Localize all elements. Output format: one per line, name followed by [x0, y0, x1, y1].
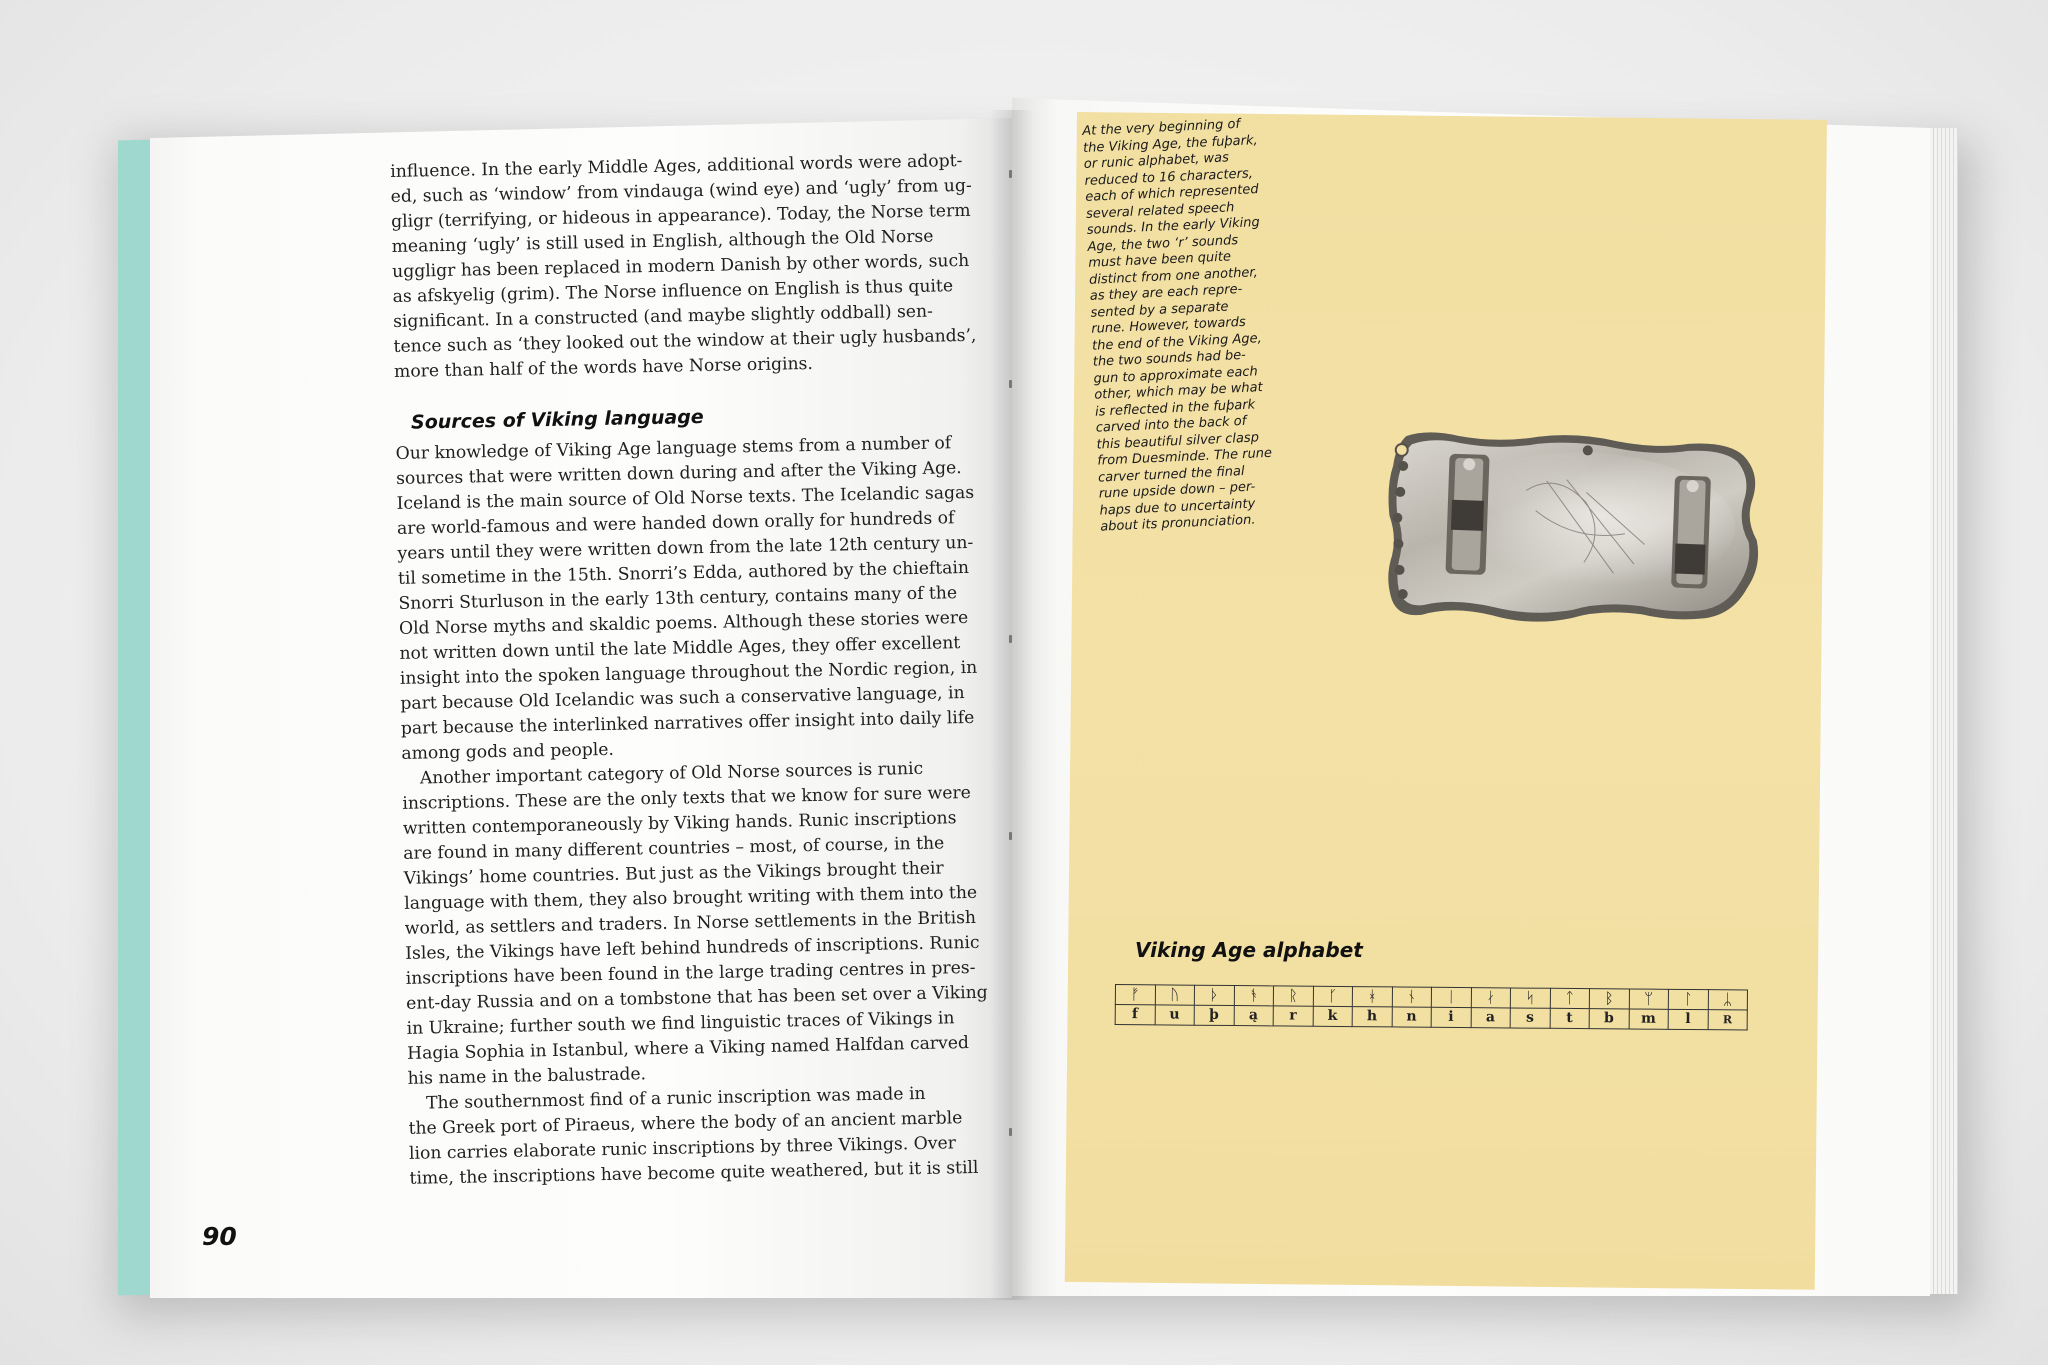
- left-body-text: [390, 150, 988, 1192]
- rune-cell: ᛅ: [1471, 988, 1511, 1008]
- rune-cell: ᚦ: [1194, 985, 1234, 1005]
- text-line: more than half of the words have Norse origins.: [393, 353, 814, 382]
- text-line: as afskyelig (grim). The Norse influence on English is thus quite: [392, 276, 954, 307]
- binding-stitch: [1009, 635, 1012, 643]
- caption-line: carved into the back of: [1095, 413, 1247, 436]
- text-line: Another important category of Old Norse sources is runic: [419, 758, 924, 789]
- binding-stitch: [1009, 170, 1012, 178]
- latin-cell: a: [1471, 1008, 1511, 1028]
- clasp-loop-right: [1671, 475, 1711, 588]
- latin-cell: þ: [1194, 1005, 1234, 1025]
- caption-line: haps due to uncertainty: [1099, 496, 1256, 519]
- rune-cell: ᛚ: [1668, 989, 1708, 1009]
- caption-line: the two sounds had be-: [1092, 347, 1247, 370]
- alphabet-title: Viking Age alphabet: [1135, 938, 1363, 962]
- text-line: part because Old Icelandic was such a conservative language, in: [400, 683, 965, 714]
- caption-line: several related speech: [1085, 199, 1235, 222]
- paragraph-sources: [395, 432, 978, 767]
- latin-cell: i: [1431, 1007, 1471, 1027]
- clasp-loop-left: [1445, 454, 1489, 575]
- latin-cell: t: [1550, 1008, 1590, 1028]
- text-line: the Greek port of Piraeus, where the body of an ancient marble: [408, 1108, 963, 1139]
- caption-line: reduced to 16 characters,: [1084, 165, 1254, 189]
- latin-cell: f: [1115, 1005, 1155, 1025]
- latin-cell: n: [1392, 1007, 1432, 1027]
- text-line: among gods and people.: [401, 739, 615, 764]
- caption-line: rune upside down – per-: [1098, 479, 1256, 502]
- rune-cell: ᛦ: [1708, 990, 1748, 1010]
- caption-line: from Duesminde. The rune: [1096, 445, 1273, 469]
- text-line: years until they were written down from the late 12th century un-: [397, 532, 974, 564]
- text-line: Iceland is the main source of Old Norse texts. The Icelandic sagas: [396, 482, 975, 514]
- text-line: part because the interlinked narratives offer insight into daily life: [400, 707, 975, 739]
- binding-stitch: [1009, 1128, 1012, 1136]
- paragraph-piraeus: [408, 1082, 979, 1192]
- text-line: gligr (terrifying, or hideous in appearance). Today, the Norse term: [390, 200, 971, 232]
- text-line: meaning ‘ugly’ is still used in English, although the Old Norse: [391, 226, 934, 257]
- section-heading: Sources of Viking language: [410, 406, 704, 434]
- text-line: uggligr has been replaced in modern Danish by other words, such: [391, 250, 970, 282]
- caption-line: At the very beginning of: [1082, 116, 1241, 139]
- text-line: his name in the balustrade.: [407, 1064, 647, 1089]
- caption-line: Age, the two ‘r’ sounds: [1087, 232, 1239, 255]
- caption-line: the Viking Age, the fuþark,: [1082, 132, 1258, 156]
- text-line: ed, such as ‘window’ from vindauga (wind eye) and ‘ugly’ from ug-: [390, 175, 972, 207]
- latin-cell: s: [1510, 1008, 1550, 1028]
- caption-line: distinct from one another,: [1088, 264, 1258, 288]
- text-line: tence such as ‘they looked out the window at their ugly husbands’,: [393, 325, 977, 357]
- binding-stitch: [1009, 832, 1012, 840]
- text-line: inscriptions. These are the only texts that we know for sure were: [402, 782, 972, 814]
- text-line: ent-day Russia and on a tombstone that has been set over a Viking: [406, 982, 988, 1014]
- caption-line: as they are each repre-: [1089, 281, 1243, 304]
- text-line: influence. In the early Middle Ages, additional words were adopt-: [390, 151, 963, 182]
- rune-cell: ᚠ: [1115, 985, 1155, 1005]
- rune-cell: ᛘ: [1629, 989, 1669, 1009]
- page-number: 90: [202, 1222, 237, 1251]
- text-line: time, the inscriptions have become quite weathered, but it is still: [409, 1157, 979, 1189]
- text-line: Snorri Sturluson in the early 13th century, contains many of the: [398, 583, 958, 614]
- caption-line: rune. However, towards: [1090, 314, 1247, 337]
- latin-cell: ą: [1234, 1006, 1274, 1026]
- caption-line: sented by a separate: [1090, 299, 1229, 321]
- text-line: lion carries elaborate runic inscriptions by three Vikings. Over: [408, 1133, 957, 1164]
- text-line: The southernmost find of a runic inscription was made in: [425, 1083, 926, 1114]
- caption-line: this beautiful silver clasp: [1096, 429, 1260, 453]
- text-line: Isles, the Vikings have left behind hundreds of inscriptions. Runic: [405, 932, 980, 964]
- rune-cell: ᚾ: [1392, 987, 1432, 1007]
- text-line: in Ukraine; further south we find linguistic traces of Vikings in: [406, 1008, 955, 1039]
- text-line: not written down until the late Middle Ages, they offer excellent: [399, 633, 961, 664]
- caption-line: or runic alphabet, was: [1083, 150, 1230, 172]
- paragraph-intro: [390, 150, 977, 385]
- text-line: written contemporaneously by Viking hands. Runic inscriptions: [402, 808, 957, 839]
- text-line: significant. In a constructed (and maybe slightly oddball) sen-: [392, 301, 934, 332]
- rune-cell: ᚬ: [1234, 986, 1274, 1006]
- rune-cell: ᛋ: [1510, 988, 1550, 1008]
- caption-line: sounds. In the early Viking: [1086, 215, 1261, 238]
- text-line: Vikings’ home countries. But just as the Vikings brought their: [403, 858, 944, 889]
- text-line: world, as settlers and traders. In Norse settlements in the British: [404, 907, 977, 939]
- caption-line: is reflected in the fuþark: [1094, 396, 1256, 420]
- image-caption: [1082, 116, 1281, 536]
- text-line: inscriptions have been found in the large trading centres in pres-: [405, 957, 976, 989]
- text-line: Old Norse myths and skaldic poems. Although these stories were: [398, 607, 969, 639]
- latin-cell: r: [1273, 1006, 1313, 1026]
- caption-line: gun to approximate each: [1093, 363, 1259, 387]
- text-line: Hagia Sophia in Istanbul, where a Viking named Halfdan carved: [406, 1033, 970, 1064]
- rune-cell: ᚼ: [1352, 987, 1392, 1007]
- latin-cell: l: [1668, 1009, 1708, 1029]
- caption-line: the end of the Viking Age,: [1091, 330, 1263, 354]
- caption-line: other, which may be what: [1093, 380, 1263, 403]
- rune-cell: ᛏ: [1550, 988, 1590, 1008]
- text-line: language with them, they also brought writing with them into the: [404, 882, 978, 914]
- latin-cell: k: [1313, 1006, 1353, 1026]
- silver-clasp-photo: [1382, 425, 1767, 636]
- text-line: sources that were written down during and after the Viking Age.: [395, 458, 962, 489]
- book-gutter: [990, 110, 1034, 1300]
- latin-cell: b: [1589, 1009, 1629, 1029]
- text-line: are world-famous and were handed down orally for hundreds of: [396, 508, 955, 539]
- caption-line: must have been quite: [1087, 249, 1232, 271]
- text-line: are found in many different countries – most, of course, in the: [403, 833, 945, 864]
- futhark-table: [1115, 984, 1748, 1031]
- text-line: insight into the spoken language throughout the Nordic region, in: [399, 657, 978, 689]
- caption-line: about its pronunciation.: [1099, 512, 1256, 535]
- rune-cell: ᚱ: [1273, 986, 1313, 1006]
- latin-cell: R: [1708, 1010, 1748, 1030]
- latin-cell: m: [1629, 1009, 1669, 1029]
- latin-cell: h: [1352, 1007, 1392, 1027]
- rune-cell: ᚴ: [1313, 986, 1353, 1006]
- rune-cell: ᛁ: [1431, 987, 1471, 1007]
- binding-stitch: [1009, 380, 1012, 388]
- caption-line: carver turned the final: [1097, 463, 1245, 486]
- text-line: Our knowledge of Viking Age language stems from a number of: [395, 433, 952, 464]
- text-line: til sometime in the 15th. Snorri’s Edda, authored by the chieftain: [397, 557, 970, 589]
- latin-cell: u: [1155, 1005, 1195, 1025]
- caption-line: each of which represented: [1084, 182, 1259, 205]
- rune-cell: ᚢ: [1155, 985, 1195, 1005]
- rune-cell: ᛒ: [1589, 989, 1629, 1009]
- paragraph-runic: [402, 757, 988, 1092]
